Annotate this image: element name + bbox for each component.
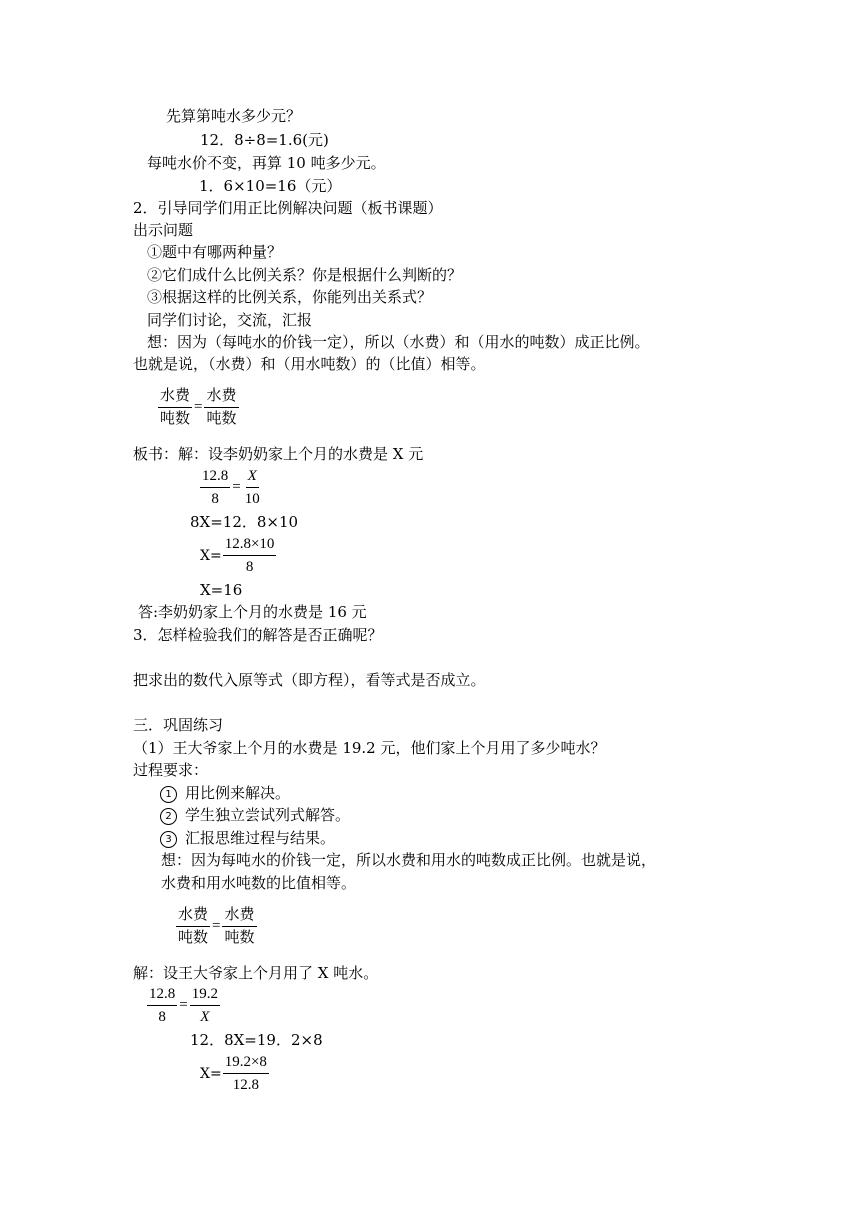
circled-number: 3 — [160, 831, 177, 848]
text-line: 也就是说，（水费）和（用水吨数）的（比值）相等。 — [133, 355, 486, 373]
text-line: 同学们讨论，交流，汇报 — [147, 311, 313, 329]
proportion-equation: $\frac{12.8}{8}$ = $\frac{X}{10}$ — [202, 468, 260, 507]
solution-fraction: X= $\frac{12.8\times 10}{8}$ — [200, 536, 275, 575]
text-line: 把求出的数代入原等式（即方程），看等式是否成立。 — [133, 671, 486, 689]
text-line: 想：因为每吨水的价钱一定，所以水费和用水的吨数成正比例。也就是说， — [161, 851, 657, 869]
text-line: X=16 — [200, 581, 243, 599]
list-item: 1 用比例来解决。 — [160, 783, 290, 803]
circled-number: 2 — [160, 808, 177, 825]
text-line: 12．8÷8=1.6(元) — [200, 131, 329, 149]
text-line: 板书：解：设李奶奶家上个月的水费是 X 元 — [133, 445, 424, 463]
ratio-equation: $\frac{\text{水费}}{\text{吨数}}$ = $\frac{\text{水费}}{\text{吨数}}$ — [178, 907, 255, 946]
text-line: 每吨水价不变，再算 10 吨多少元。 — [147, 154, 386, 172]
text-line: 过程要求： — [133, 761, 209, 779]
text-line: 想：因为（每吨水的价钱一定），所以（水费）和（用水的吨数）成正比例。 — [147, 333, 650, 351]
text-line: 先算第吨水多少元？ — [166, 107, 302, 125]
text-line: （1）王大爷家上个月的水费是 19.2 元，他们家上个月用了多少吨水？ — [133, 739, 606, 757]
ratio-equation: $\frac{\text{水费}}{\text{吨数}}$ = $\frac{\text{水费}}{\text{吨数}}$ — [160, 388, 237, 427]
section-heading: 3．怎样检验我们的解答是否正确呢？ — [133, 626, 383, 644]
question-line: ③根据这样的比例关系，你能列出关系式？ — [147, 288, 433, 306]
section-heading: 三．巩固练习 — [133, 716, 224, 734]
question-line: ①题中有哪两种量？ — [147, 243, 283, 261]
answer-line: 答:李奶奶家上个月的水费是 16 元 — [138, 603, 367, 621]
text-line: 12．8X=19．2×8 — [190, 1031, 323, 1049]
text-line: 出示问题 — [133, 221, 194, 239]
section-heading: 2．引导同学们用正比例解决问题（板书课题） — [133, 199, 443, 217]
text-line: 8X=12．8×10 — [190, 513, 299, 531]
proportion-equation: $\frac{12.8}{8}$ = $\frac{19.2}{X}$ — [149, 986, 218, 1025]
text-line: 解：设王大爷家上个月用了 X 吨水。 — [133, 964, 379, 982]
text-line: 1．6×10=16（元） — [199, 177, 342, 195]
question-line: ②它们成什么比例关系？你是根据什么判断的？ — [147, 266, 463, 284]
list-item: 3 汇报思维过程与结果。 — [160, 828, 335, 848]
text-line: 水费和用水吨数的比值相等。 — [161, 874, 357, 892]
circled-number: 1 — [160, 786, 177, 803]
list-item: 2 学生独立尝试列式解答。 — [160, 805, 350, 825]
solution-fraction: X= $\frac{19.2\times 8}{12.8}$ — [200, 1054, 267, 1093]
